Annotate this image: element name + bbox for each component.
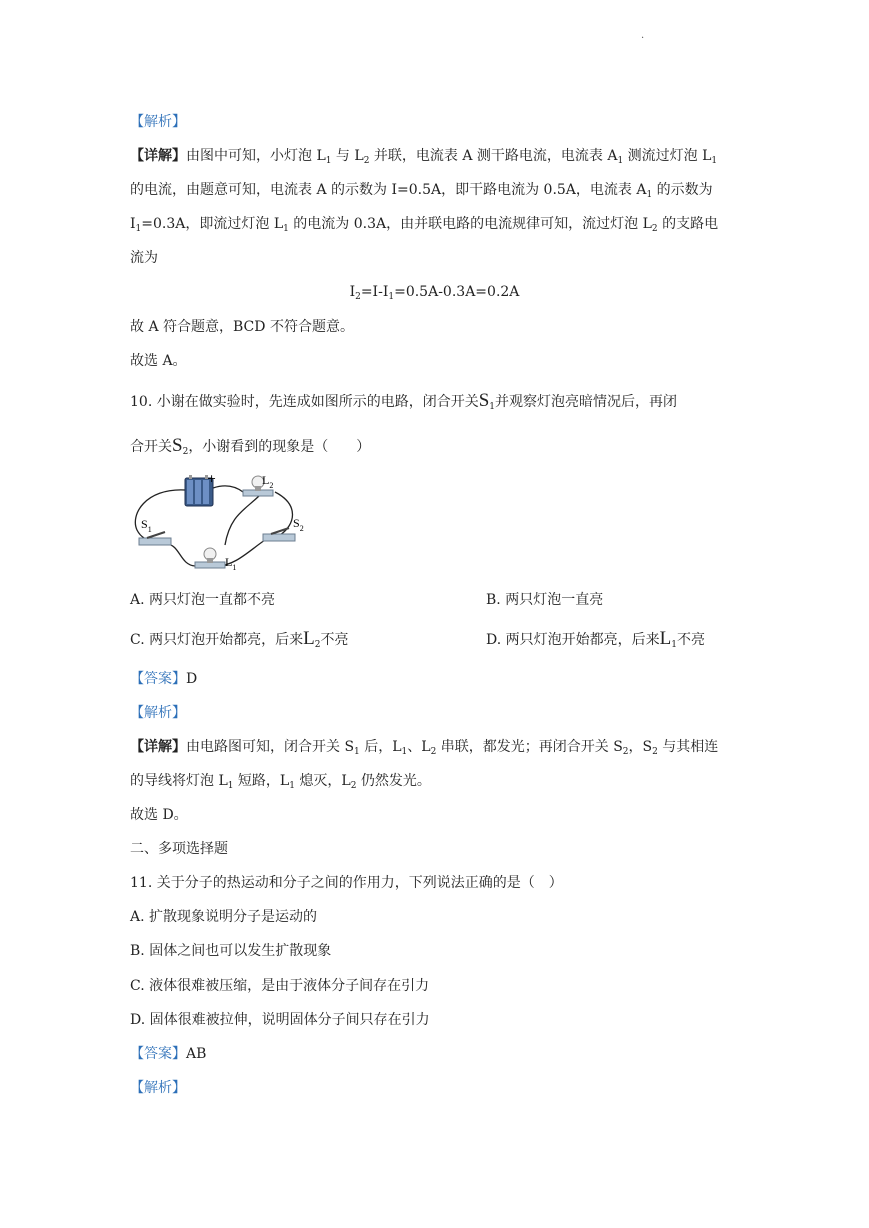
- q11-analysis-label: 【解析】: [130, 1080, 186, 1096]
- q11-option-b: B. 固体之间也可以发生扩散现象: [130, 943, 332, 959]
- label-L2: $L_2$: [262, 473, 274, 490]
- analysis-label: 【解析】: [130, 114, 186, 130]
- q10-answer: 【答案】D: [130, 671, 198, 687]
- plus-label: +: [207, 472, 217, 485]
- q11-option-c: C. 液体很难被压缩，是由于液体分子间存在引力: [130, 978, 430, 994]
- q9-detail-line-2: 的电流，由题意可知，电流表 A 的示数为 I=0.5A，即干路电流为 0.5A，电流表 $A_1$ 的示数为: [130, 182, 713, 200]
- answer-label: 【答案】: [130, 671, 186, 687]
- q10-option-c: C. 两只灯泡开始都亮，后来$L_2$不亮: [130, 628, 349, 650]
- q10-choice: 故选 D。: [130, 807, 188, 823]
- section-title: 二、多项选择题: [130, 841, 228, 857]
- q9-detail-line-1: 【详解】由图中可知，小灯泡 $L_1$ 与 $L_2$ 并联，电流表 A 测干路电流，电流表 $A_1$ 测流过灯泡 $L_1$: [130, 148, 718, 166]
- wire: [275, 492, 293, 535]
- detail-label: 【详解】: [130, 148, 186, 164]
- q11-option-a: A. 扩散现象说明分子是运动的: [130, 909, 318, 925]
- q11-stem: 11. 关于分子的热运动和分子之间的作用力，下列说法正确的是（ ）: [130, 875, 563, 891]
- q10-option-d: D. 两只灯泡开始都亮，后来$L_1$不亮: [486, 628, 705, 650]
- q11-option-d: D. 固体很难被拉伸，说明固体分子间只存在引力: [130, 1012, 430, 1028]
- label-L1: $L_1$: [225, 555, 237, 572]
- q10-stem-line-2: 合开关$S_2$，小谢看到的现象是（ ）: [130, 435, 371, 457]
- q10-option-a: A. 两只灯泡一直都不亮: [130, 592, 276, 608]
- q10-detail-line-1: 【详解】由电路图可知，闭合开关 $S_1$ 后，$L_1$、$L_2$ 串联，都发光；再闭合开关 $S_2$，$S_2$ 与其相连: [130, 739, 719, 757]
- label-S1: $S_1$: [141, 517, 152, 534]
- switch-s2-icon: [263, 528, 295, 541]
- q11-answer: 【答案】AB: [130, 1046, 207, 1062]
- q9-detail-line-4: 流为: [130, 250, 158, 266]
- q10-detail-line-2: 的导线将灯泡 $L_1$ 短路，$L_1$ 熄灭，$L_2$ 仍然发光。: [130, 773, 431, 791]
- page-mark: .: [641, 30, 645, 41]
- q10-analysis-label: 【解析】: [130, 705, 186, 721]
- q10-stem-line-1: 10. 小谢在做实验时，先连成如图所示的电路，闭合开关$S_1$并观察灯泡亮暗情况后，再闭: [130, 390, 678, 412]
- q9-formula: $I_2=I-I_1=0.5A-0.3A=0.2A$: [349, 284, 520, 302]
- circuit-figure: [125, 470, 325, 575]
- q9-detail-line-3: $I_1=0.3A$，即流过灯泡 $L_1$ 的电流为 0.3A，由并联电路的电流规律可知，流过灯泡 $L_2$ 的支路电: [130, 216, 719, 234]
- switch-s1-icon: [139, 532, 171, 545]
- q9-conclusion: 故 A 符合题意，BCD 不符合题意。: [130, 319, 354, 335]
- bulb-l1-icon: [195, 548, 225, 568]
- q9-choice: 故选 A。: [130, 353, 187, 369]
- wire: [213, 486, 243, 492]
- wire: [225, 495, 260, 545]
- label-S2: $S_2$: [293, 516, 304, 533]
- q10-option-b: B. 两只灯泡一直亮: [486, 592, 604, 608]
